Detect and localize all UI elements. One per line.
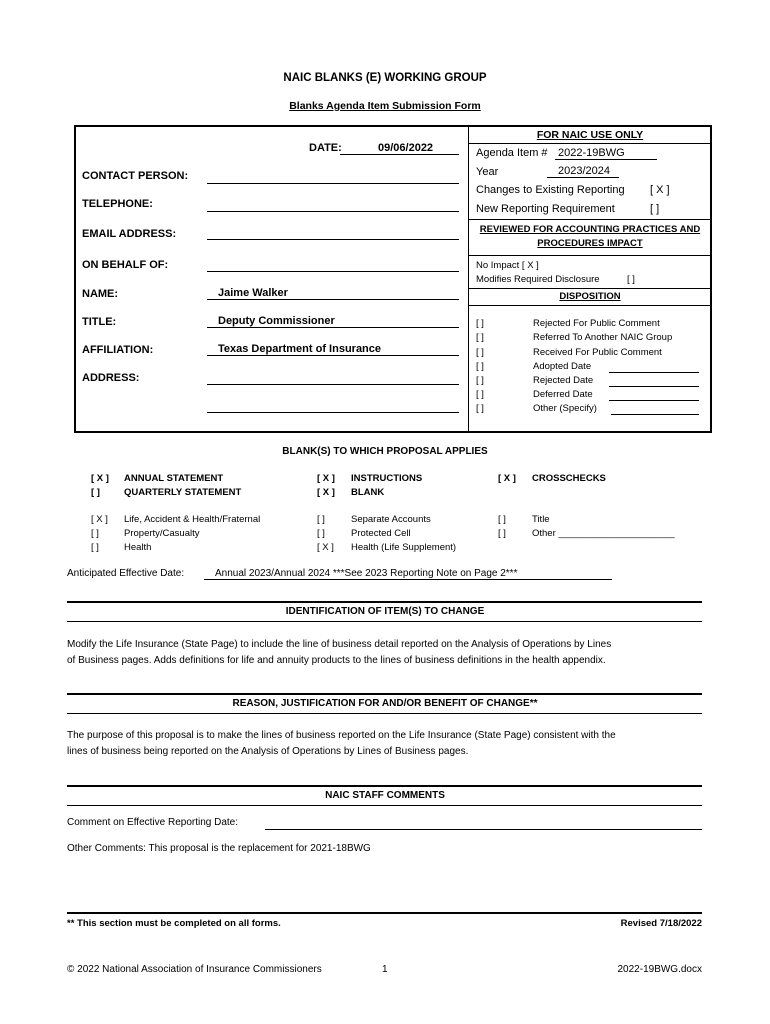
blank-label-quarterly: QUARTERLY STATEMENT [124,487,242,498]
other-comments: Other Comments: This proposal is the replacement for 2021-18BWG [67,843,371,854]
rule-staff-under [67,805,702,806]
name-label: NAME: [82,288,119,300]
disposition-mark-3[interactable]: [ ] [476,347,484,358]
rule-staff [67,785,702,787]
footnote-left: ** This section must be completed on all forms. [67,918,281,929]
disposition-mark-1[interactable]: [ ] [476,318,484,329]
blank-mark-health[interactable]: [ ] [91,542,99,553]
rejected-date-field[interactable] [609,386,699,387]
blank-label-property: Property/Casualty [124,528,200,539]
blank-mark-annual[interactable]: [ X ] [91,473,109,484]
naic-divider-3 [469,255,711,256]
effective-date-label: Anticipated Effective Date: [67,568,185,579]
naic-divider-5 [469,305,711,306]
blank-mark-property[interactable]: [ ] [91,528,99,539]
blank-label-crosschecks: CROSSCHECKS [532,473,606,484]
new-label: New Reporting Requirement [476,203,615,215]
disposition-mark-7[interactable]: [ ] [476,403,484,414]
modifies-label: Modifies Required Disclosure [476,274,600,285]
rule-reason-under [67,713,702,714]
disposition-label-7: Other (Specify) [533,403,597,414]
disposition-label-3: Received For Public Comment [533,347,662,358]
behalf-label: ON BEHALF OF: [82,259,169,271]
box-divider [468,126,469,432]
blank-label-blank: BLANK [351,487,385,498]
name-field[interactable]: Jaime Walker [207,287,459,300]
behalf-field[interactable] [207,271,459,272]
blank-mark-health-life[interactable]: [ X ] [317,542,334,553]
date-label: DATE: [309,142,342,154]
blank-mark-quarterly[interactable]: [ ] [91,487,100,498]
modifies-checkbox[interactable]: [ ] [627,274,635,285]
affiliation-field[interactable]: Texas Department of Insurance [207,343,459,356]
address-field-2[interactable] [207,412,459,413]
changes-label: Changes to Existing Reporting [476,184,625,196]
blank-label-instructions: INSTRUCTIONS [351,473,423,484]
disposition-mark-6[interactable]: [ ] [476,389,484,400]
naic-divider-1 [469,143,711,144]
reason-heading: REASON, JUSTIFICATION FOR AND/OR BENEFIT OF CHANGE** [232,698,538,709]
naic-divider-2 [469,219,711,220]
changes-checkbox[interactable]: [ X ] [650,184,670,196]
disposition-mark-5[interactable]: [ ] [476,375,484,386]
blank-mark-instructions[interactable]: [ X ] [317,473,335,484]
blank-mark-protected[interactable]: [ ] [317,528,325,539]
blank-label-protected: Protected Cell [351,528,411,539]
deferred-date-field[interactable] [609,400,699,401]
blank-label-health-life: Health (Life Supplement) [351,542,457,553]
rule-footnote [67,912,702,914]
no-impact-checkbox[interactable]: No Impact [ X ] [476,260,539,271]
contact-person-label: CONTACT PERSON: [82,170,189,182]
blank-label-life: Life, Accident & Health/Fraternal [124,514,261,525]
rule-identification-under [67,621,702,622]
other-specify-field[interactable] [611,414,699,415]
date-field[interactable]: 09/06/2022 [340,142,459,155]
reason-line-1: The purpose of this proposal is to make the lines of business reported on the Life Insurance (State Page) consistent with the [67,730,616,741]
year-field[interactable]: 2023/2024 [547,165,619,178]
disposition-label-1: Rejected For Public Comment [533,318,660,329]
disposition-label-2: Referred To Another NAIC Group [533,332,673,343]
disposition-label-5: Rejected Date [533,375,594,386]
staff-heading: NAIC STAFF COMMENTS [325,790,445,801]
reviewed-line-2: PROCEDURES IMPACT [537,238,643,249]
naic-divider-4 [469,288,711,289]
blank-mark-crosschecks[interactable]: [ X ] [498,473,516,484]
form-title: NAIC BLANKS (E) WORKING GROUP [283,72,487,84]
blank-mark-life[interactable]: [ X ] [91,514,108,525]
reviewed-line-1: REVIEWED FOR ACCOUNTING PRACTICES AND [479,224,701,235]
identification-line-1: Modify the Life Insurance (State Page) to include the line of business detail reported on the Analysis of Operations by Lines [67,639,612,650]
address-field-1[interactable] [207,384,459,385]
page-number: 1 [382,964,388,975]
blank-mark-other[interactable]: [ ] [498,528,506,539]
disposition-heading: DISPOSITION [559,291,621,302]
disposition-mark-4[interactable]: [ ] [476,361,484,372]
telephone-label: TELEPHONE: [82,198,153,210]
blank-label-annual: ANNUAL STATEMENT [124,473,224,484]
reason-line-2: lines of business being reported on the Analysis of Operations by Lines of Business pages. [67,746,469,757]
adopted-date-field[interactable] [609,372,699,373]
address-label: ADDRESS: [82,372,140,384]
title-field[interactable]: Deputy Commissioner [207,315,459,328]
file-name: 2022-19BWG.docx [617,964,702,975]
form-subtitle: Blanks Agenda Item Submission Form [289,100,481,112]
revised-date: Revised 7/18/2022 [620,918,702,929]
blank-mark-separate[interactable]: [ ] [317,514,325,525]
agenda-label: Agenda Item # [476,147,548,159]
rule-identification [67,601,702,603]
new-checkbox[interactable]: [ ] [650,203,660,215]
title-label: TITLE: [82,316,117,328]
year-label: Year [476,166,499,178]
blank-mark-title[interactable]: [ ] [498,514,506,525]
naic-use-heading: FOR NAIC USE ONLY [536,129,644,141]
agenda-field[interactable]: 2022-19BWG [555,147,657,160]
affiliation-label: AFFILIATION: [82,344,154,356]
blank-mark-blank[interactable]: [ X ] [317,487,335,498]
rule-reason [67,693,702,695]
contact-person-field[interactable] [207,183,459,184]
comment-effective-field[interactable] [265,829,702,830]
identification-line-2: of Business pages. Adds definitions for life and annuity products to the lines of business definitions in the health appendix. [67,655,606,666]
blank-label-separate: Separate Accounts [351,514,431,525]
identification-heading: IDENTIFICATION OF ITEM(S) TO CHANGE [285,606,485,617]
comment-effective-label: Comment on Effective Reporting Date: [67,817,239,828]
blank-label-other: Other ______________________ [532,528,675,539]
disposition-label-4: Adopted Date [533,361,592,372]
copyright: © 2022 National Association of Insurance Commissioners [67,964,322,975]
blank-label-title: Title [532,514,550,525]
effective-date-field[interactable]: Annual 2023/Annual 2024 ***See 2023 Reporting Note on Page 2*** [204,568,612,580]
blank-label-health: Health [124,542,152,553]
telephone-field[interactable] [207,211,459,212]
blanks-heading: BLANK(S) TO WHICH PROPOSAL APPLIES [282,446,488,457]
disposition-mark-2[interactable]: [ ] [476,332,484,343]
email-field[interactable] [207,239,459,240]
disposition-label-6: Deferred Date [533,389,593,400]
email-label: EMAIL ADDRESS: [82,228,177,240]
